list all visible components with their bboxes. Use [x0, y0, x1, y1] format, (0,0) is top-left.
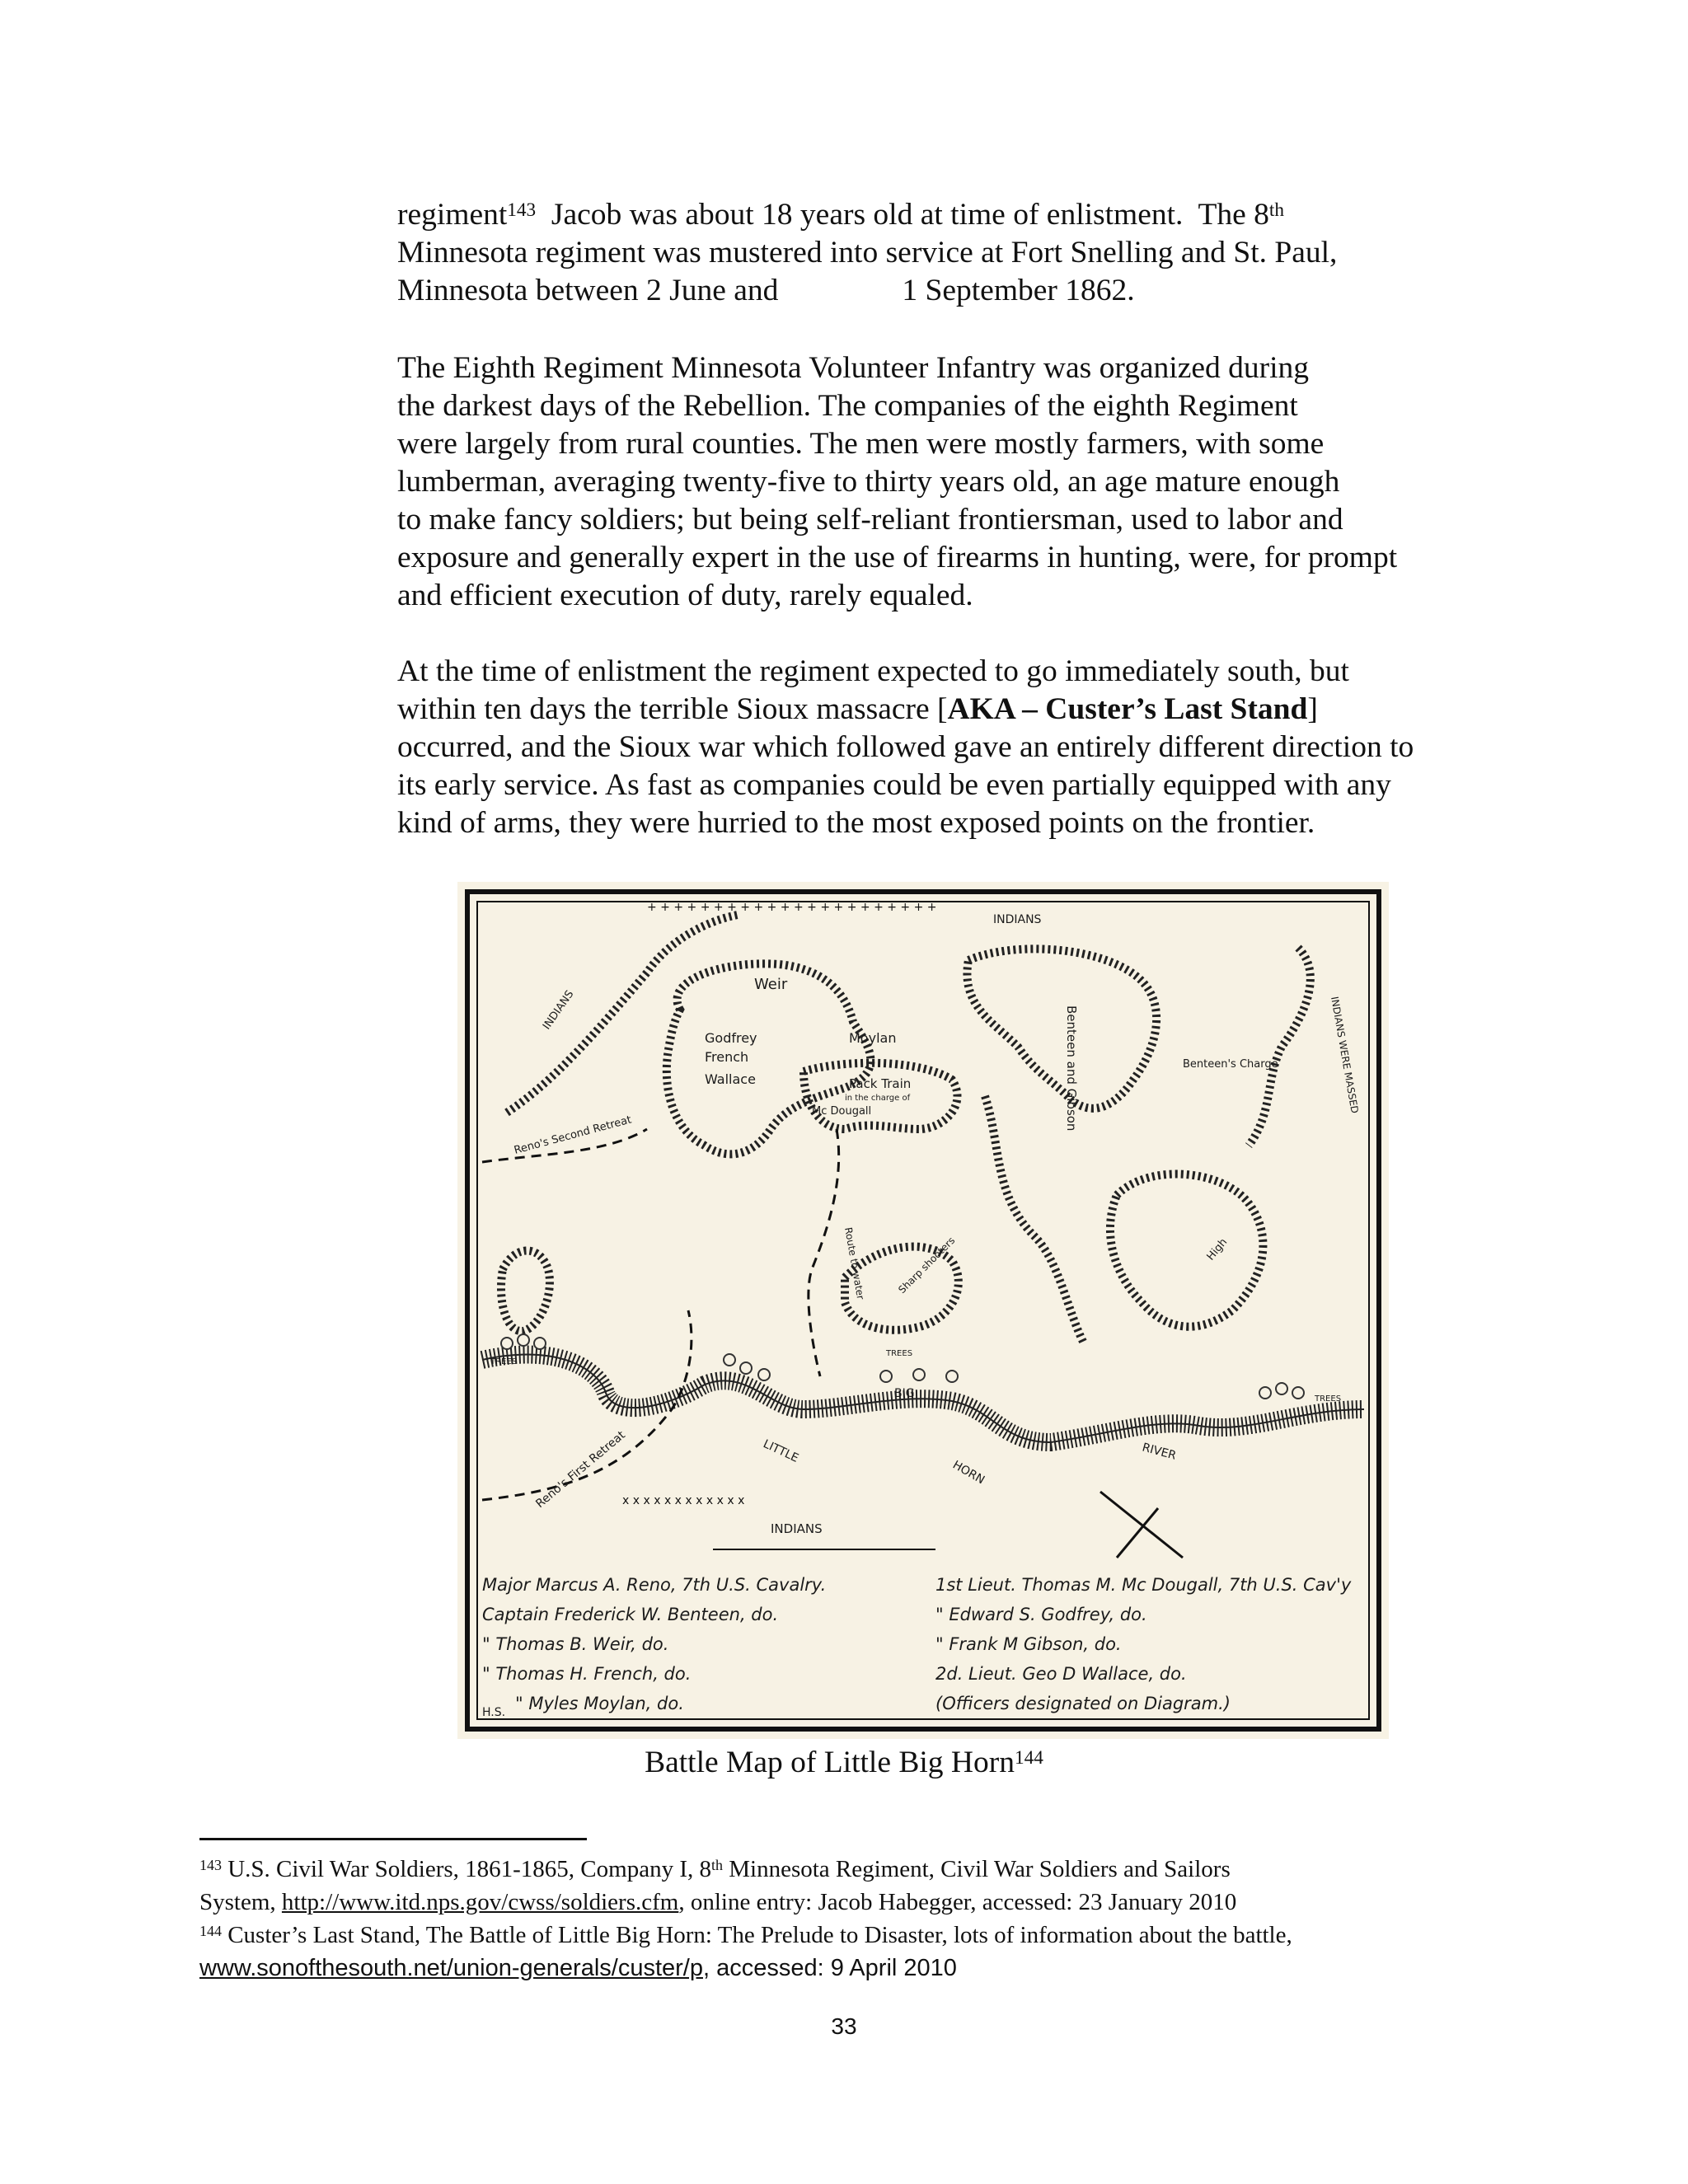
- legend-left-5: " Myles Moylan, do.: [515, 1694, 684, 1713]
- p3-line-2a: within ten days the terrible Sioux massacre [: [397, 692, 948, 726]
- legend-right-3: " Frank M Gibson, do.: [935, 1634, 1122, 1654]
- label-wallace: Wallace: [705, 1071, 756, 1087]
- legend-left-2: Captain Frederick W. Benteen, do.: [482, 1605, 779, 1624]
- legend-right-2: " Edward S. Godfrey, do.: [935, 1605, 1147, 1624]
- footnote-text: , accessed: 9 April 2010: [702, 1955, 957, 1981]
- benteen-hill: [967, 949, 1156, 1108]
- label-pack-train: Pack Train: [849, 1076, 912, 1091]
- label-renos-second-retreat: Reno's Second Retreat: [513, 1113, 633, 1157]
- label-moylan: Moylan: [849, 1030, 897, 1046]
- p3-line-3: occurred, and the Sioux war which followed gave an entirely different direction to: [397, 730, 1414, 764]
- route-to-water-path: [809, 1129, 839, 1376]
- battle-map-figure: [457, 882, 1389, 1739]
- right-ridge: [1249, 948, 1311, 1146]
- label-indians-top: INDIANS: [993, 913, 1042, 926]
- footnote-link[interactable]: www.sonofthesouth.net/union-generals/custer/p: [199, 1955, 703, 1981]
- label-river: RIVER: [1140, 1441, 1178, 1463]
- label-horn: HORN: [950, 1458, 987, 1488]
- label-benteens-charge: Benteen's Charge: [1183, 1058, 1278, 1071]
- left-knoll: [501, 1251, 550, 1332]
- footnote-ref-143: 143: [507, 199, 537, 221]
- label-trees-right: TREES: [1315, 1394, 1342, 1404]
- p2-line-7: and efficient execution of duty, rarely equaled.: [397, 579, 973, 612]
- footnote-text: Minnesota Regiment, Civil War Soldiers and Sailors: [722, 1856, 1231, 1882]
- footnote-text: , online entry: Jacob Habegger, accessed: 23 January 2010: [678, 1889, 1237, 1915]
- legend-right-5: (Officers designated on Diagram.): [935, 1694, 1231, 1713]
- p1-line-2: Minnesota regiment was mustered into service at Fort Snelling and St. Paul,: [397, 236, 1338, 269]
- footnote-number: 143: [199, 1856, 222, 1873]
- p2-line-4: lumberman, averaging twenty-five to thirty years old, an age mature enough: [397, 465, 1340, 499]
- map-labels: [490, 913, 1361, 1536]
- footnote-143: [199, 1853, 1485, 1919]
- battle-map-svg: [457, 882, 1389, 1739]
- label-weir: Weir: [754, 976, 788, 993]
- p1-text-2: Jacob was about 18 years old at time of enlistment. The 8: [536, 198, 1269, 232]
- p2-line-6: exposure and generally expert in the use of firearms in hunting, were, for prompt: [397, 541, 1398, 574]
- label-big: BIG: [894, 1387, 915, 1400]
- label-little: LITTLE: [761, 1437, 801, 1465]
- body-paragraph-2: [397, 349, 1518, 615]
- body-paragraph-1: [397, 196, 1518, 310]
- legend-right-4: 2d. Lieut. Geo D Wallace, do.: [935, 1664, 1187, 1684]
- little-big-horn-river: [482, 1355, 1364, 1442]
- map-outer-border: [467, 892, 1379, 1729]
- map-inner-border: [477, 902, 1369, 1719]
- legend-left-1: Major Marcus A. Reno, 7th U.S. Cavalry.: [482, 1575, 827, 1595]
- footnote-text: Custer’s Last Stand, The Battle of Little Big Horn: The Prelude to Disaster, lots of information about the battle,: [221, 1922, 1292, 1948]
- label-pack-train-sub: in the charge of: [845, 1094, 911, 1103]
- label-high: High: [1204, 1236, 1231, 1263]
- map-legend: [482, 1575, 1352, 1713]
- label-indians-bottom: INDIANS: [771, 1521, 823, 1536]
- caption-text: Battle Map of Little Big Horn: [645, 1746, 1015, 1779]
- label-sharp-shooters: Sharp shooters: [896, 1235, 958, 1296]
- p3-bold-aka: AKA – Custer’s Last Stand: [947, 692, 1308, 726]
- left-ridge: [507, 915, 738, 1113]
- footnote-text: System,: [199, 1889, 282, 1915]
- p2-line-1: The Eighth Regiment Minnesota Volunteer Infantry was organized during: [397, 351, 1310, 385]
- ordinal-suffix: th: [711, 1856, 723, 1873]
- label-trees-mid: TREES: [886, 1349, 913, 1358]
- label-godfrey: Godfrey: [705, 1030, 757, 1046]
- footnote-ref-144: 144: [1015, 1746, 1043, 1769]
- label-benteen-gibson: Benteen and Gibson: [1064, 1005, 1079, 1132]
- p3-line-1: At the time of enlistment the regiment expected to go immediately south, but: [397, 654, 1349, 688]
- label-indians-left: INDIANS: [540, 988, 577, 1033]
- compass-arrow: [1100, 1492, 1183, 1558]
- legend-left-4: " Thomas H. French, do.: [482, 1664, 692, 1684]
- ordinal-suffix: th: [1268, 199, 1284, 221]
- label-route-to-water: Route to water: [842, 1226, 867, 1301]
- body-paragraph-3: [397, 653, 1518, 842]
- footnote-divider: [199, 1838, 587, 1840]
- legend-right-1: 1st Lieut. Thomas M. Mc Dougall, 7th U.S. Cav'y: [935, 1575, 1352, 1595]
- p2-line-3: were largely from rural counties. The men were mostly farmers, with some: [397, 427, 1325, 461]
- p2-line-2: the darkest days of the Rebellion. The companies of the eighth Regiment: [397, 389, 1298, 423]
- label-mcdougall: Mc Dougall: [812, 1105, 872, 1118]
- high-hill: [1110, 1174, 1263, 1327]
- p3-line-4: its early service. As fast as companies could be even partially equipped with any: [397, 768, 1391, 802]
- svg-text:x x x x x x x x x x: x x x x x x x x x x x x: [622, 1494, 745, 1507]
- footnote-link[interactable]: http://www.itd.nps.gov/cwss/soldiers.cfm: [281, 1889, 679, 1915]
- page-number: 33: [831, 2013, 857, 2039]
- p1-line-3a: Minnesota between 2 June and: [397, 274, 779, 307]
- p2-line-5: to make fancy soldiers; but being self-reliant frontiersman, used to labor and: [397, 503, 1343, 537]
- label-indians-right: INDIANS WERE MASSED: [1329, 996, 1361, 1115]
- retreat-routes: [482, 1129, 839, 1500]
- center-ridge: [985, 1096, 1084, 1343]
- p3-line-5: kind of arms, they were hurried to the most exposed points on the frontier.: [397, 806, 1315, 840]
- legend-left-3: " Thomas B. Weir, do.: [482, 1634, 669, 1654]
- svg-text:+ + + + + + + + + + + + + + +: + + + + + + + + + + + + + + + + + + + + + +: [647, 901, 937, 914]
- p3-line-2c: ]: [1307, 692, 1318, 726]
- p1-line-3b: 1 September 1862.: [902, 274, 1135, 307]
- p1-text-1: regiment: [397, 198, 508, 232]
- footnote-number: 144: [199, 1922, 222, 1939]
- label-renos-first-retreat: Reno's First Retreat: [533, 1428, 628, 1511]
- label-french: French: [705, 1049, 749, 1065]
- footnote-144: [199, 1919, 1485, 1985]
- footnote-text: U.S. Civil War Soldiers, 1861-1865, Company I, 8: [221, 1856, 711, 1882]
- figure-caption: [0, 1744, 1688, 1782]
- label-trees-left: TREES: [490, 1357, 518, 1366]
- map-signature: H.S.: [482, 1706, 506, 1719]
